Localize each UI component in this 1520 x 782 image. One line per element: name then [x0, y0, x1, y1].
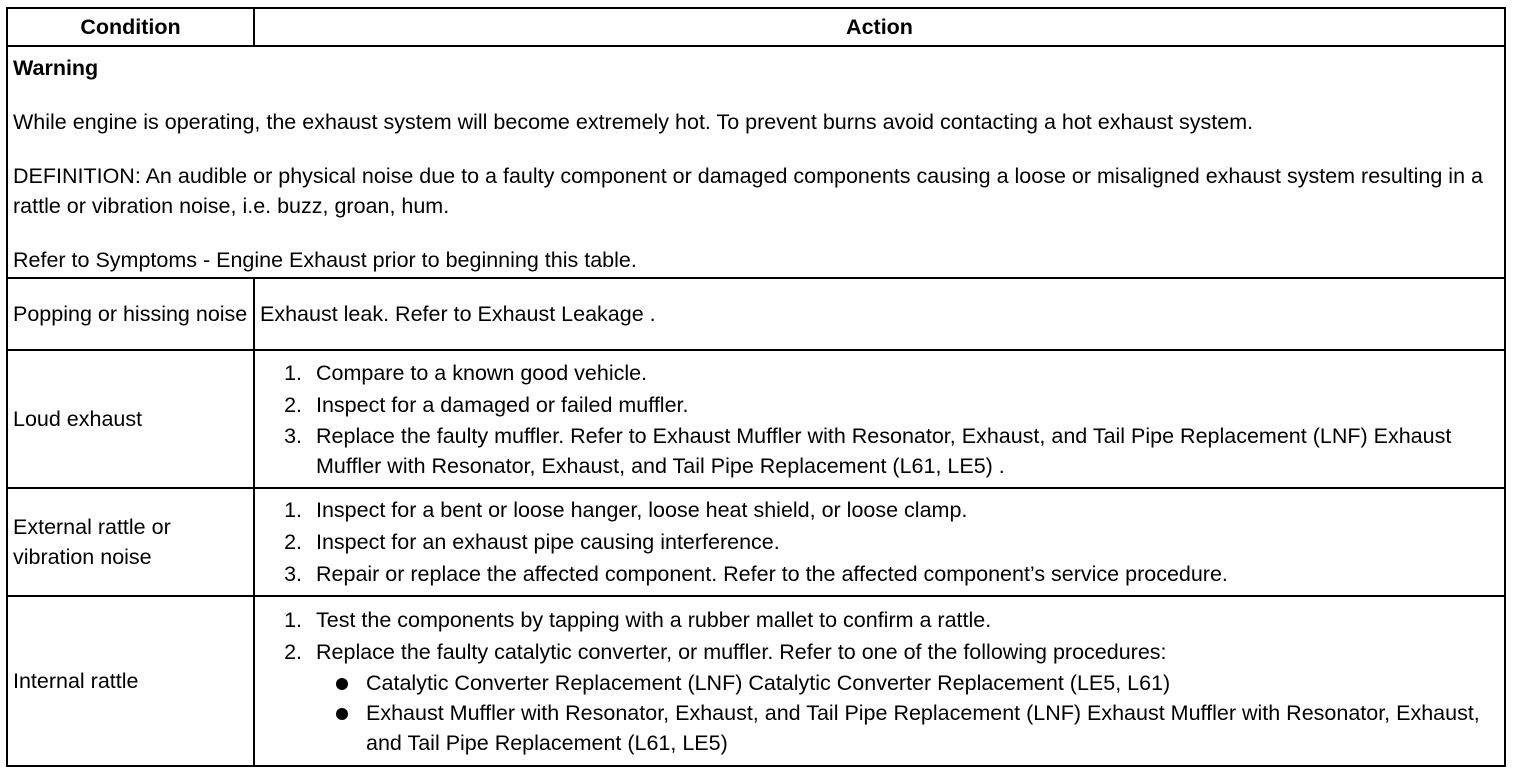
bullet-item: Exhaust Muffler with Resonator, Exhaust, and Tail Pipe Replacement (LNF) Exhaust Muffler with Resonator, Exhaust, and Tail Pipe Replacement (L61, LE5) [366, 698, 1499, 758]
header-action: Action [254, 8, 1505, 46]
list-item-text: Replace the faulty catalytic converter, or muffler. Refer to one of the following procedures: [316, 640, 1167, 664]
steps-list [260, 357, 1499, 481]
condition-cell: Loud exhaust [7, 350, 254, 488]
list-item: 3. Replace the faulty muffler. Refer to Exhaust Muffler with Resonator, Exhaust, and Tail Pipe Replacement (LNF) Exhaust Muffler with Resonator, Exhaust, and Tail Pipe Replacement (L61, LE5) . [308, 421, 1499, 481]
warning-text: While engine is operating, the exhaust system will become extremely hot. To prevent burns avoid contacting a hot exhaust system. [13, 110, 1254, 134]
list-item: 1. Inspect for a bent or loose hanger, loose heat shield, or loose clamp. [308, 494, 1499, 526]
action-cell [254, 488, 1505, 596]
table-row [7, 350, 1505, 488]
action-cell [254, 596, 1505, 766]
bullet-item: Catalytic Converter Replacement (LNF) Catalytic Converter Replacement (LE5, L61) [366, 668, 1499, 698]
table-row [7, 488, 1505, 596]
bullet-list [316, 668, 1499, 758]
warning-title: Warning [13, 56, 99, 80]
steps-list [260, 604, 1499, 758]
diagnostic-table [6, 7, 1506, 767]
condition-cell: External rattle or vibration noise [7, 488, 254, 596]
list-item: 1. Test the components by tapping with a rubber mallet to confirm a rattle. [308, 604, 1499, 636]
header-condition: Condition [7, 8, 254, 46]
list-item: 3. Repair or replace the affected component. Refer to the affected component’s service procedure. [308, 558, 1499, 590]
refer-text: Refer to Symptoms - Engine Exhaust prior to beginning this table. [13, 248, 637, 272]
steps-list [260, 494, 1499, 590]
condition-cell: Popping or hissing noise [7, 278, 254, 350]
list-item: 1. Compare to a known good vehicle. [308, 357, 1499, 389]
condition-cell: Internal rattle [7, 596, 254, 766]
table-row [7, 278, 1505, 350]
warning-cell [7, 46, 1505, 278]
action-cell [254, 350, 1505, 488]
list-item [308, 636, 1499, 758]
definition-text: DEFINITION: An audible or physical noise due to a faulty component or damaged components causing a loose or misaligned exhaust system resulting in a rattle or vibration noise, i.e. buzz, groan, hum. [13, 164, 1483, 218]
table-row [7, 596, 1505, 766]
action-cell: Exhaust leak. Refer to Exhaust Leakage . [254, 278, 1505, 350]
list-item: 2. Inspect for an exhaust pipe causing interference. [308, 526, 1499, 558]
header-row [7, 8, 1505, 46]
warning-row [7, 46, 1505, 278]
list-item: 2. Inspect for a damaged or failed muffler. [308, 389, 1499, 421]
